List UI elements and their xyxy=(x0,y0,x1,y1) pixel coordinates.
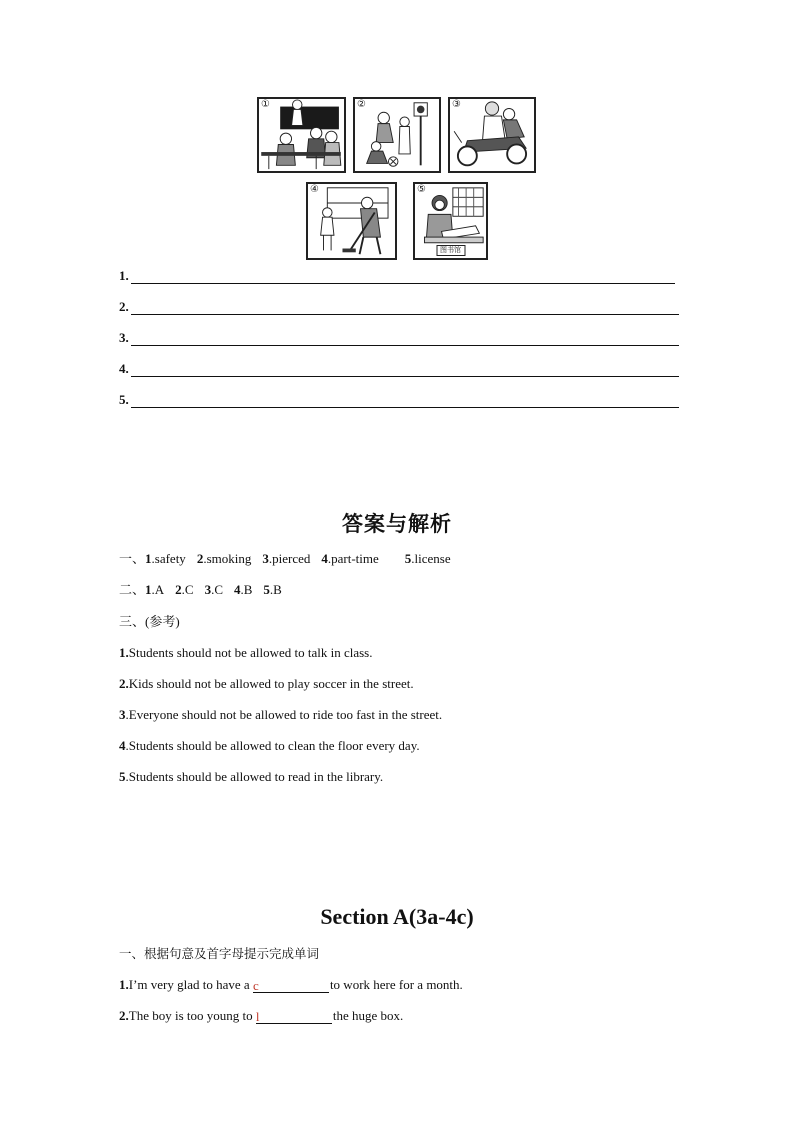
part1-prefix: 一、 xyxy=(119,551,146,566)
section-title: Section A(3a-4c) xyxy=(320,904,474,929)
sentence-text: .Students should be allowed to clean the floor every day. xyxy=(125,738,420,753)
item-answer: .pierced xyxy=(268,551,311,566)
answer-line-2[interactable] xyxy=(119,301,679,315)
item-number: 4 xyxy=(234,582,241,597)
answer-line-3[interactable] xyxy=(119,332,679,346)
fill-item-1 xyxy=(119,977,463,993)
line-number: 1. xyxy=(119,268,129,283)
line-number: 4. xyxy=(119,361,129,376)
sentence-number: 1. xyxy=(119,645,129,660)
writing-line[interactable] xyxy=(131,271,675,284)
answer-line-1[interactable] xyxy=(119,270,675,284)
answer-line-5[interactable] xyxy=(119,394,679,408)
sentence-text: Students should not be allowed to talk in class. xyxy=(128,645,373,660)
item-answer: .license xyxy=(411,551,451,566)
item-number: 5 xyxy=(263,582,270,597)
reference-sentence-1 xyxy=(119,645,372,661)
hint-letter: l xyxy=(255,1009,260,1024)
picture-number: ② xyxy=(357,99,366,110)
part1-answers xyxy=(119,551,451,567)
cleaning-floor-illustration xyxy=(308,184,395,258)
fill-item-2 xyxy=(119,1008,403,1024)
part3-label: 三、(参考) xyxy=(119,614,180,629)
answer-line-4[interactable] xyxy=(119,363,679,377)
library-sign: 图书馆 xyxy=(436,245,465,256)
item-number: 2 xyxy=(175,582,182,597)
item-number: 3 xyxy=(204,582,212,597)
sentence-start: I’m very glad to have a xyxy=(128,977,253,992)
picture-1-classroom xyxy=(257,97,346,173)
answer-blank[interactable] xyxy=(256,1009,332,1024)
writing-line[interactable] xyxy=(131,364,679,377)
item-answer: .part-time xyxy=(327,551,379,566)
writing-line[interactable] xyxy=(131,302,679,315)
reference-sentence-3 xyxy=(119,707,442,723)
picture-4-cleaning xyxy=(306,182,397,260)
item-answer: .C xyxy=(211,582,223,597)
reference-sentence-4 xyxy=(119,738,420,754)
line-number: 2. xyxy=(119,299,129,314)
picture-number: ④ xyxy=(310,184,319,195)
item-number: 4 xyxy=(321,551,328,566)
motorcycle-illustration xyxy=(450,99,534,171)
picture-number: ③ xyxy=(452,99,461,110)
item-answer: .C xyxy=(181,582,194,597)
hint-letter: c xyxy=(252,978,259,993)
sentence-text: .Everyone should not be allowed to ride too fast in the street. xyxy=(125,707,443,722)
part2-answers xyxy=(119,582,282,598)
part2-prefix: 二、 xyxy=(119,582,146,597)
item-number: 2. xyxy=(119,1008,129,1023)
answers-title: 答案与解析 xyxy=(342,511,452,536)
classroom-illustration xyxy=(259,99,344,171)
sentence-number: 4 xyxy=(119,738,126,753)
item-answer: .smoking xyxy=(203,551,252,566)
picture-5-library xyxy=(413,182,488,260)
reference-sentence-2 xyxy=(119,676,414,692)
picture-number: ⑤ xyxy=(417,184,426,195)
section-instruction: 一、根据句意及首字母提示完成单词 xyxy=(119,946,320,961)
item-number: 1 xyxy=(145,582,152,597)
picture-number: ① xyxy=(261,99,270,110)
sentence-text: Kids should not be allowed to play soccer in the street. xyxy=(128,676,414,691)
item-number: 2 xyxy=(196,551,204,566)
item-number: 3 xyxy=(262,551,269,566)
item-number: 1. xyxy=(119,977,129,992)
sentence-number: 5 xyxy=(119,769,126,784)
reference-sentence-5 xyxy=(119,769,383,785)
writing-line[interactable] xyxy=(131,333,679,346)
item-number: 5 xyxy=(404,551,412,566)
answer-blank[interactable] xyxy=(253,978,329,993)
item-answer: .B xyxy=(240,582,253,597)
item-number: 1 xyxy=(145,551,152,566)
sentence-end: the huge box. xyxy=(332,1008,404,1023)
sentence-text: .Students should be allowed to read in the library. xyxy=(125,769,384,784)
picture-2-street-soccer xyxy=(353,97,441,173)
sentence-end: to work here for a month. xyxy=(329,977,463,992)
sentence-number: 2. xyxy=(119,676,129,691)
writing-line[interactable] xyxy=(131,395,679,408)
picture-3-motorcycle xyxy=(448,97,536,173)
street-soccer-illustration xyxy=(355,99,439,171)
item-answer: .B xyxy=(269,582,282,597)
line-number: 3. xyxy=(119,330,129,345)
item-answer: .safety xyxy=(151,551,186,566)
sentence-number: 3 xyxy=(119,707,126,722)
sentence-start: The boy is too young to xyxy=(128,1008,256,1023)
line-number: 5. xyxy=(119,392,129,407)
item-answer: .A xyxy=(151,582,165,597)
